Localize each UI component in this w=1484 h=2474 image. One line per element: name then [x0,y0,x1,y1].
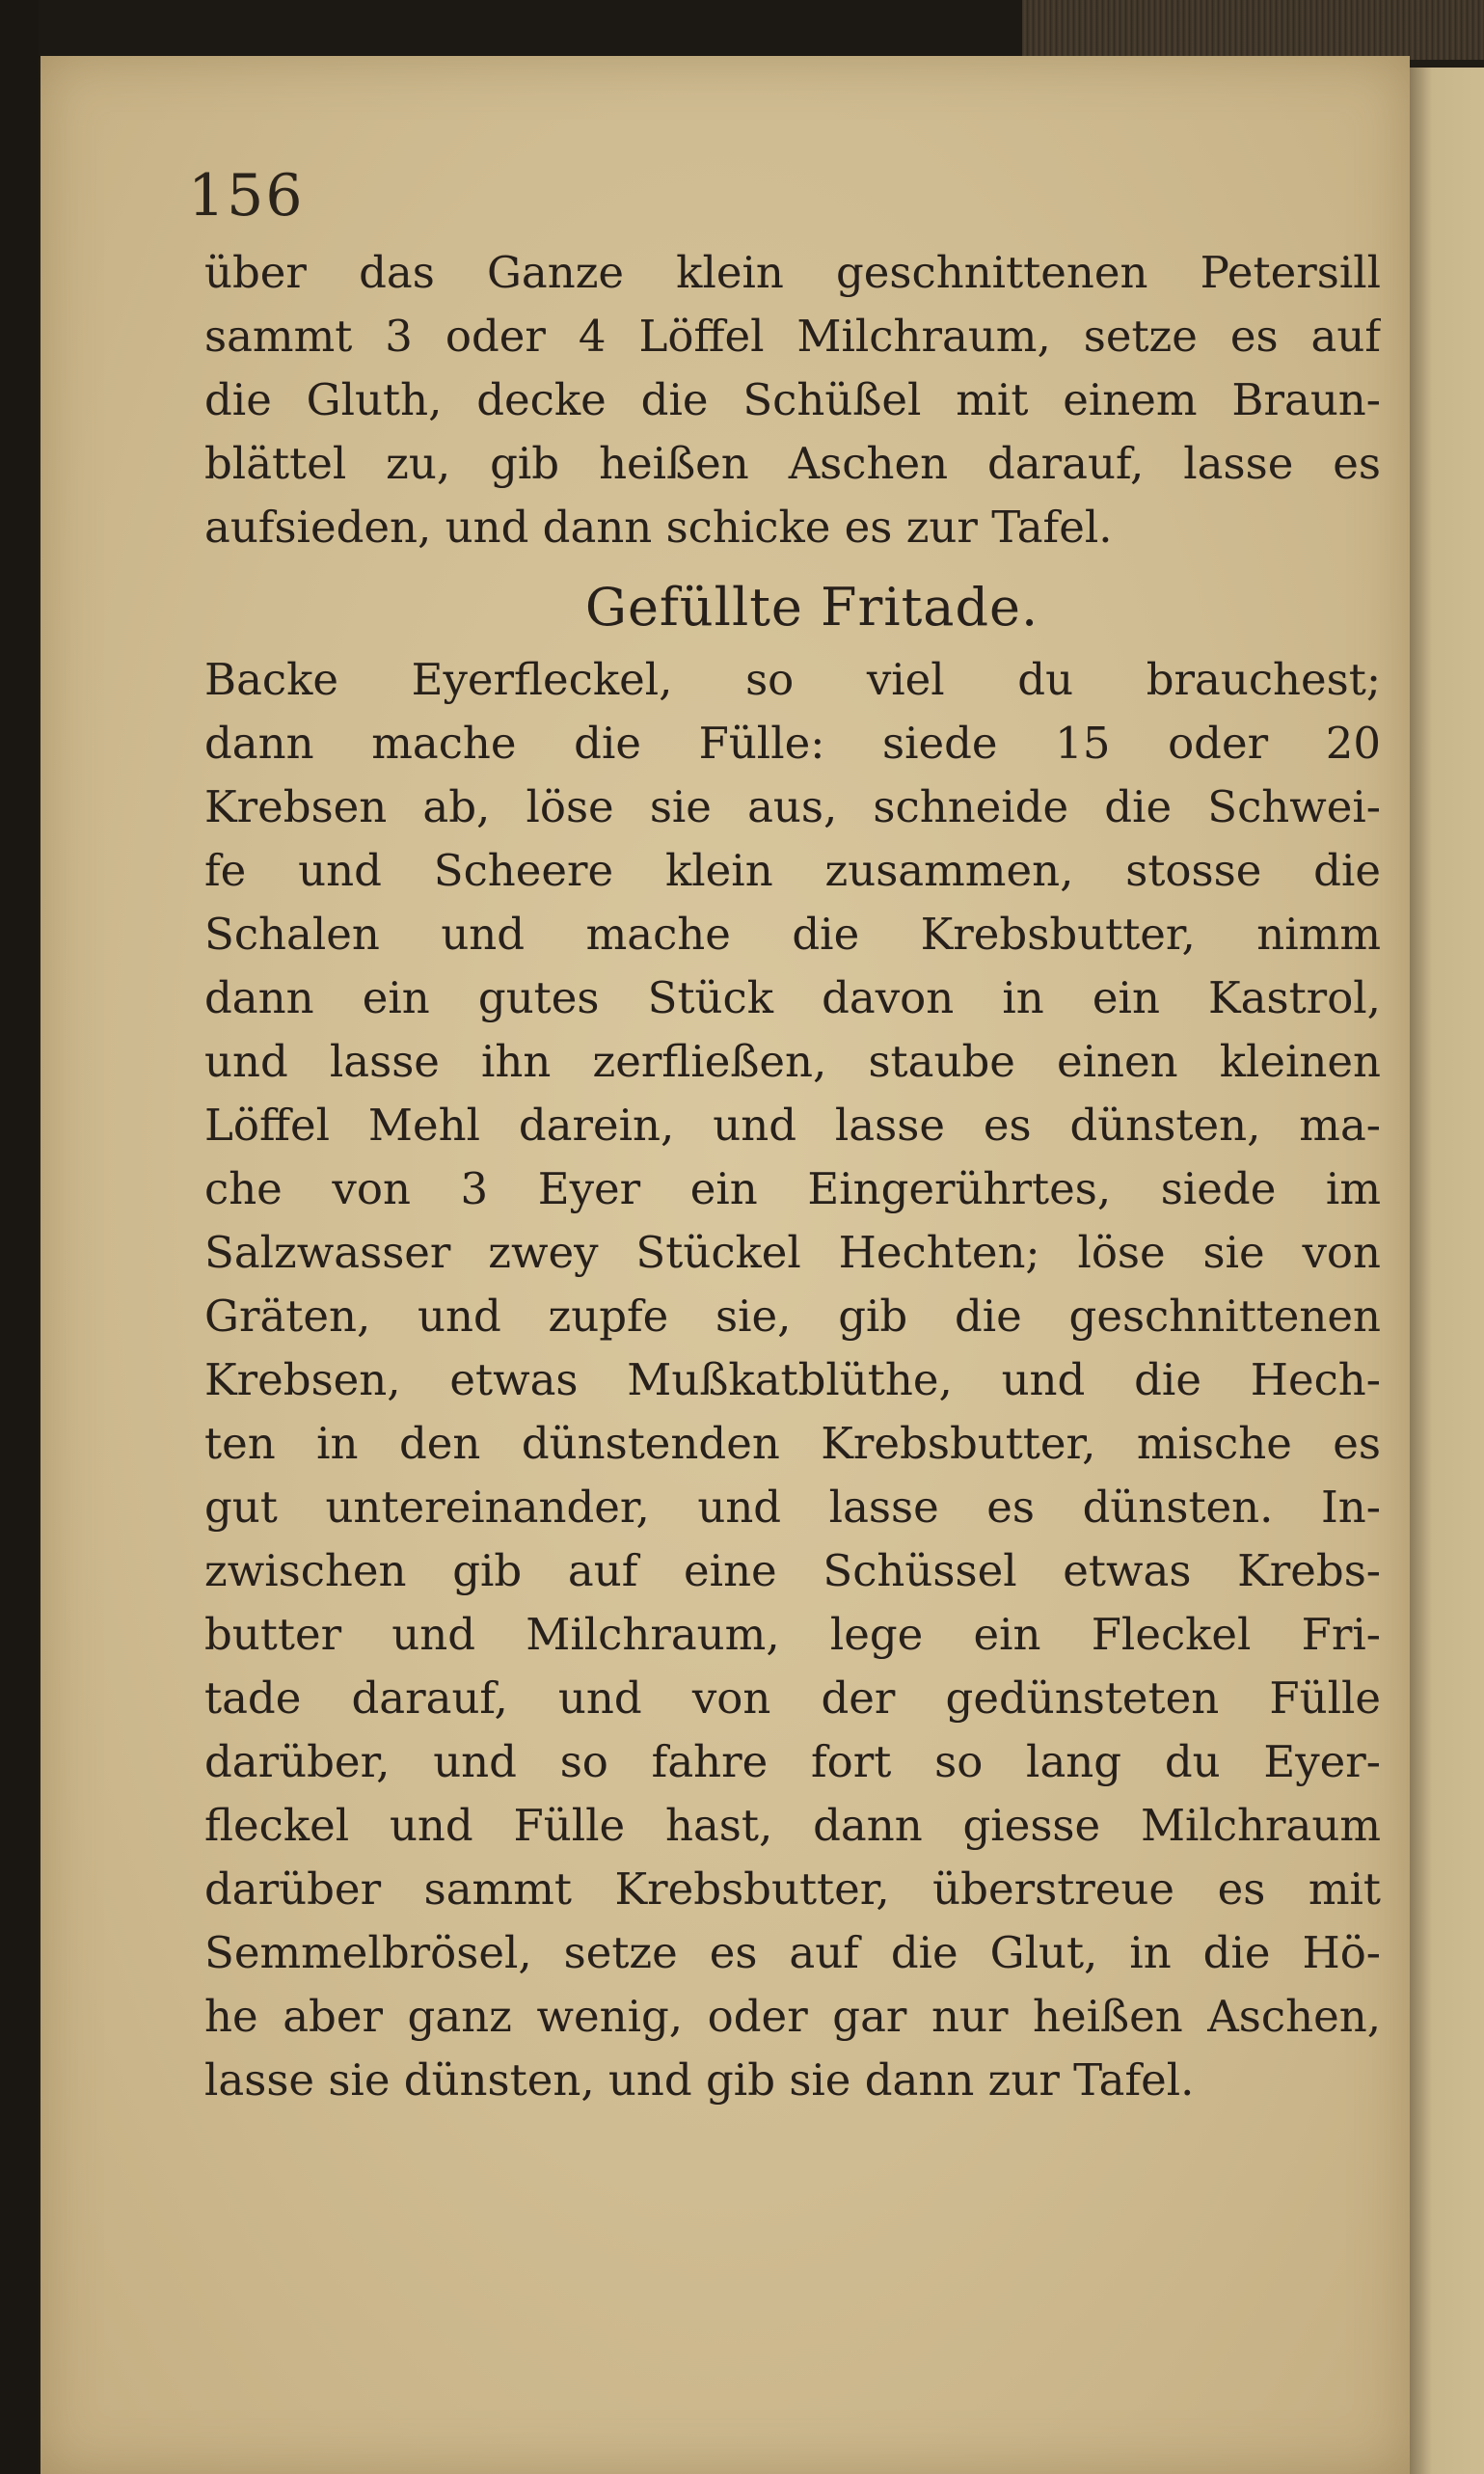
text-line: Salzwasser zwey Stückel Hechten; löse sie von [204,1227,1381,1278]
text-line: aufsieden, und dann schicke es zur Tafel. [204,502,1113,553]
text-line: butter und Milchraum, lege ein Fleckel Fri- [204,1609,1381,1660]
text-line: Schalen und mache die Krebsbutter, nimm [204,909,1381,960]
text-line: sammt 3 oder 4 Löffel Milchraum, setze es auf [204,311,1381,362]
text-line: Löffel Mehl darein, und lasse es dünsten, ma- [204,1100,1381,1151]
text-line: Krebsen ab, löse sie aus, schneide die Schwei- [204,781,1381,832]
text-line: blättel zu, gib heißen Aschen darauf, lasse es [204,438,1381,489]
text-line: ten in den dünstenden Krebsbutter, mische es [204,1418,1381,1469]
text-line: dann ein gutes Stück davon in ein Kastrol, [204,972,1381,1023]
text-line: über das Ganze klein geschnittenen Petersill [204,247,1381,298]
book-binding-strip [1022,0,1484,60]
text-line: und lasse ihn zerfließen, staube einen kleinen [204,1036,1381,1087]
text-line: Backe Eyerfleckel, so viel du brauchest; [204,654,1381,705]
text-line: die Gluth, decke die Schüßel mit einem Braun- [204,374,1381,425]
text-line: he aber ganz wenig, oder gar nur heißen Aschen, [204,1991,1381,2042]
text-line: tade darauf, und von der gedünsteten Fülle [204,1672,1381,1724]
text-line: fleckel und Fülle hast, dann giesse Milchraum [204,1800,1381,1851]
page-text [204,241,1381,2112]
text-line: Gräten, und zupfe sie, gib die geschnittenen [204,1291,1381,1342]
text-line: che von 3 Eyer ein Eingerührtes, siede im [204,1163,1381,1214]
page-number: 156 [188,162,305,230]
text-line: fe und Scheere klein zusammen, stosse die [204,845,1381,896]
text-line: Krebsen, etwas Mußkatblüthe, und die Hech- [204,1354,1381,1405]
text-line: zwischen gib auf eine Schüssel etwas Krebs- [204,1545,1381,1596]
text-line: Semmelbrösel, setze es auf die Glut, in die Hö- [204,1927,1381,1978]
text-line: gut untereinander, und lasse es dünsten. In- [204,1482,1381,1533]
text-line: lasse sie dünsten, und gib sie dann zur Tafel. [204,2054,1195,2106]
text-line: darüber, und so fahre fort so lang du Eyer- [204,1736,1381,1787]
text-line: darüber sammt Krebsbutter, überstreue es mit [204,1863,1381,1915]
recipe-heading: Gefüllte Fritade. [584,577,1039,638]
adjacent-page-edge [1410,68,1484,2474]
text-line: dann mache die Fülle: siede 15 oder 20 [204,718,1381,769]
left-dark-margin [0,0,39,2474]
